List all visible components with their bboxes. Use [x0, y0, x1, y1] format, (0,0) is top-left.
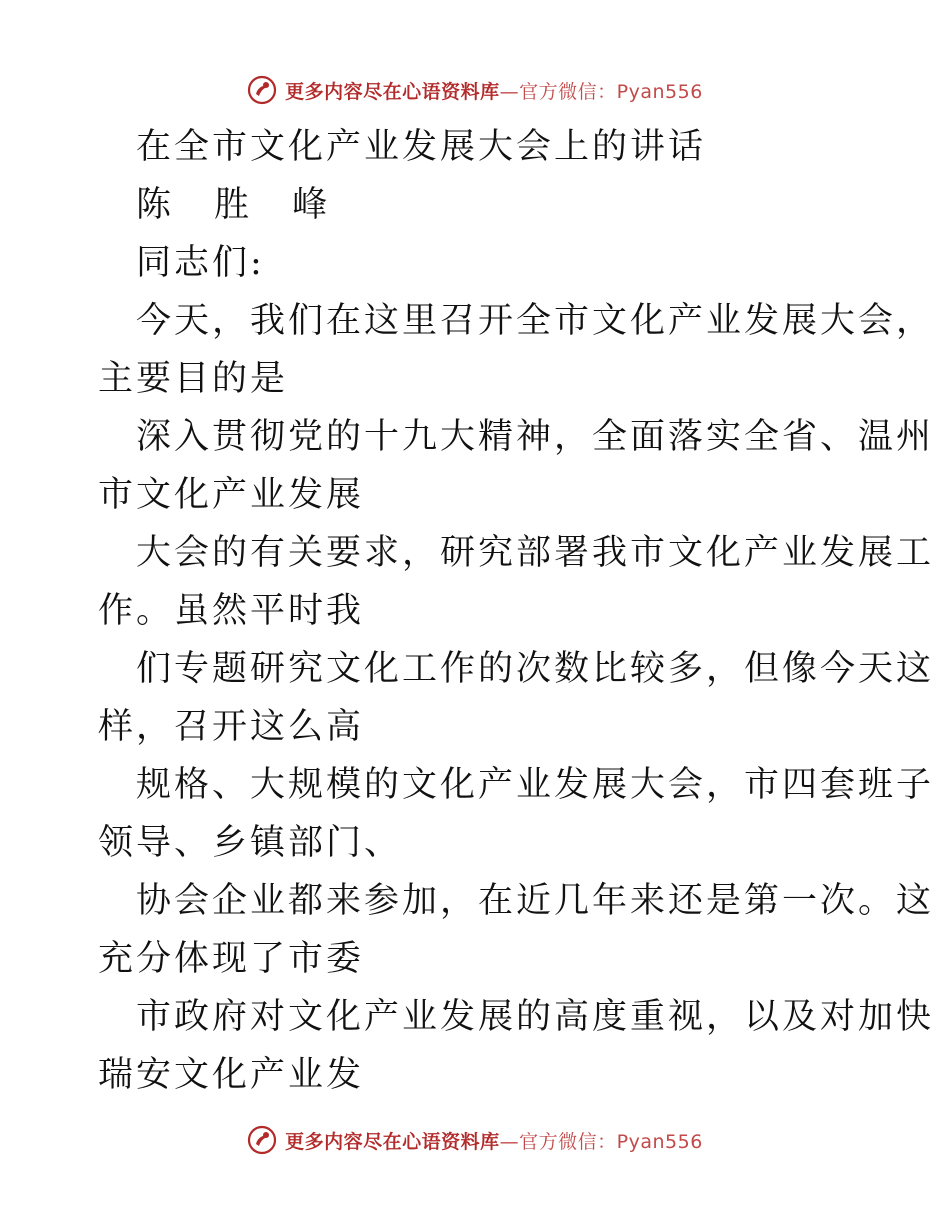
paragraph-line: 深入贯彻党的十九大精神，全面落实全省、温州 [136, 417, 935, 457]
watermark-text: 更多内容尽在心语资料库—官方微信：Pyan556 [285, 80, 703, 103]
watermark-text: 更多内容尽在心语资料库—官方微信：Pyan556 [285, 1130, 703, 1153]
document-title: 在全市文化产业发展大会上的讲话 [136, 127, 707, 167]
document-author: 陈 胜 峰 [136, 185, 344, 225]
paragraph-line: 大会的有关要求，研究部署我市文化产业发展工 [136, 533, 935, 573]
paragraph-line: 主要目的是 [98, 359, 289, 399]
rose-stamp-icon [247, 75, 277, 105]
document-body [98, 118, 935, 1104]
paragraph-line: 协会企业都来参加，在近几年来还是第一次。这 [136, 881, 935, 921]
rose-stamp-icon [247, 1125, 277, 1155]
paragraph-line: 规格、大规模的文化产业发展大会，市四套班子 [136, 765, 935, 805]
paragraph-line: 领导、乡镇部门、 [98, 823, 403, 863]
footer-watermark [0, 1120, 950, 1160]
paragraph-line: 瑞安文化产业发 [98, 1055, 365, 1095]
header-watermark [0, 70, 950, 110]
salutation: 同志们: [136, 243, 265, 283]
paragraph-line: 充分体现了市委 [98, 939, 365, 979]
paragraph-line: 样，召开这么高 [98, 707, 365, 747]
paragraph-line: 作。虽然平时我 [98, 591, 365, 631]
paragraph-line: 市文化产业发展 [98, 475, 365, 515]
paragraph-line: 们专题研究文化工作的次数比较多，但像今天这 [136, 649, 935, 689]
paragraph-line: 今天，我们在这里召开全市文化产业发展大会， [136, 301, 935, 341]
paragraph-line: 市政府对文化产业发展的高度重视，以及对加快 [136, 997, 935, 1037]
